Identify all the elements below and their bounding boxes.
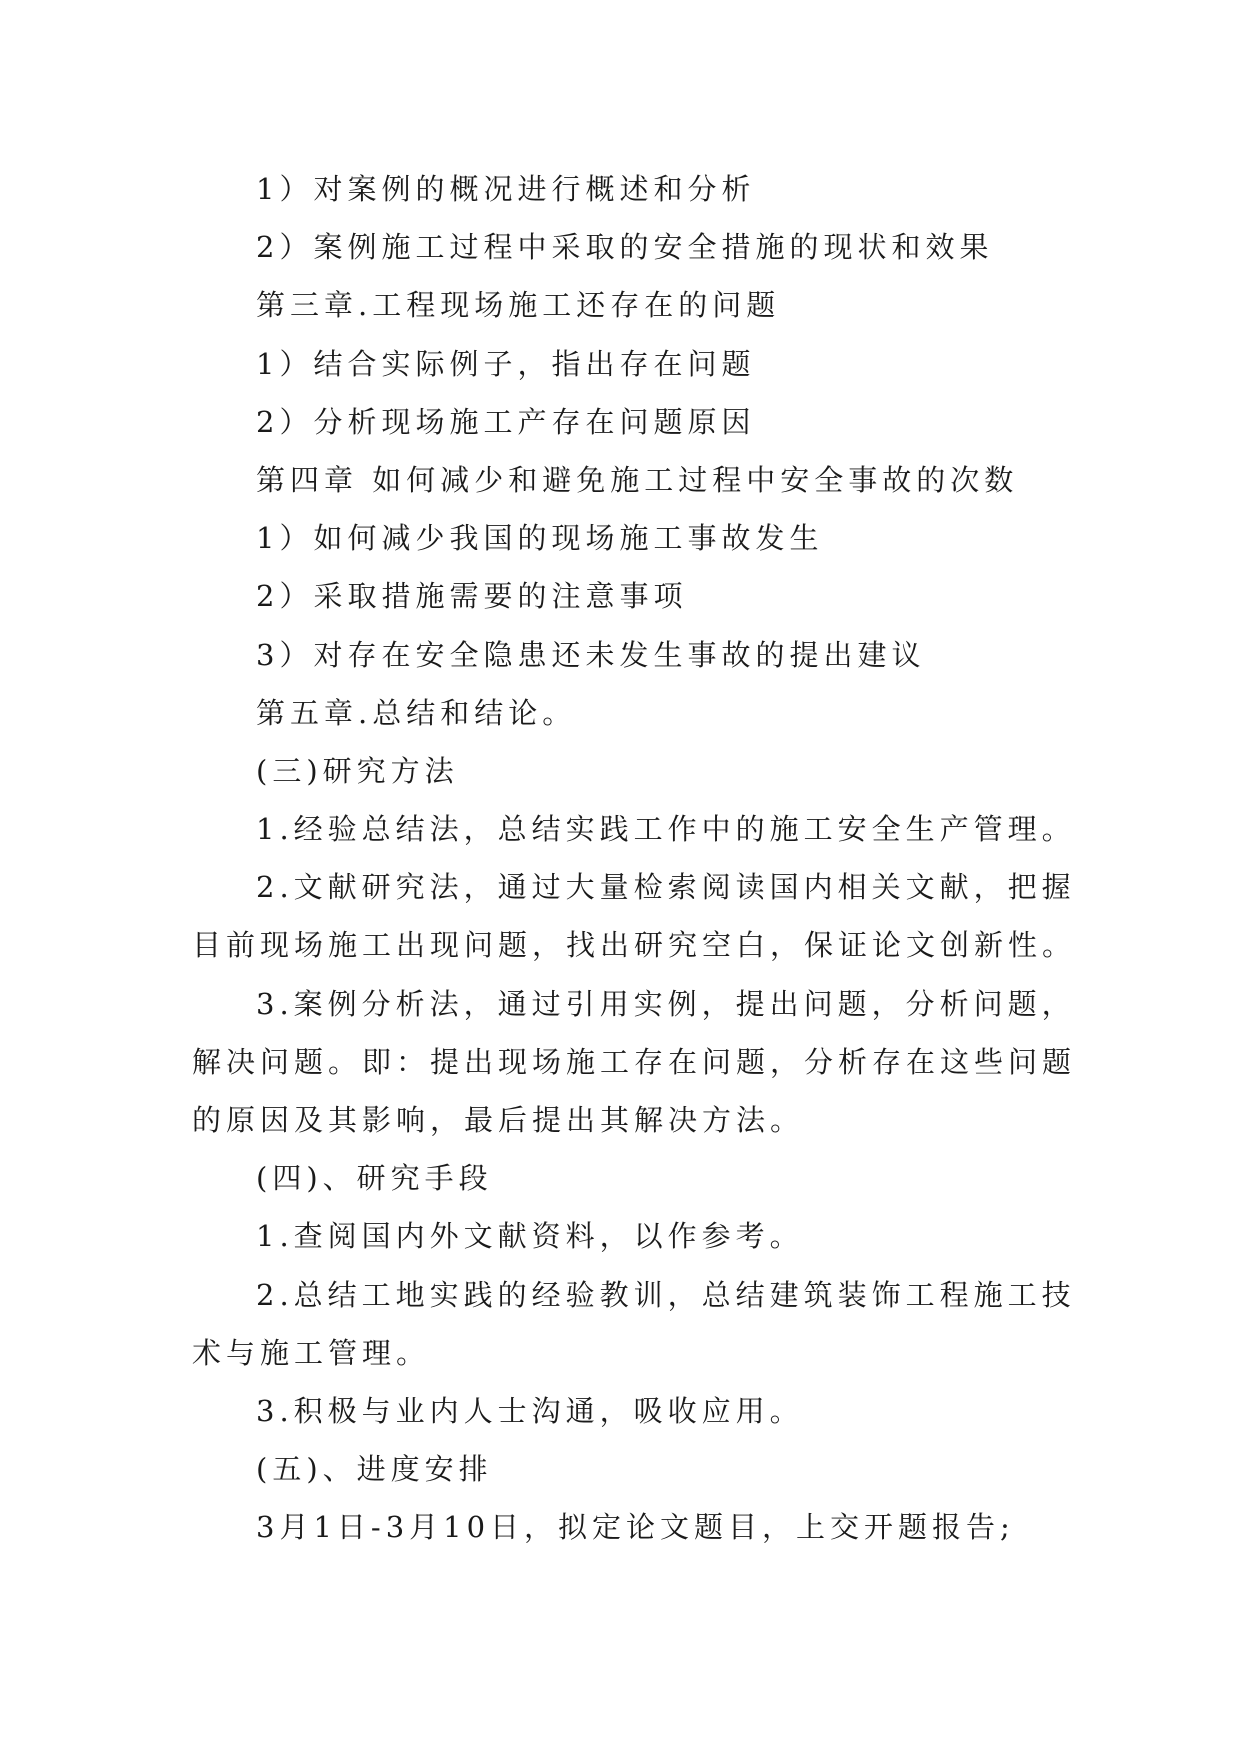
text-line: 3月1日-3月10日，拟定论文题目，上交开题报告; <box>256 1510 1015 1545</box>
text-line: 1）结合实际例子，指出存在问题 <box>256 346 756 381</box>
text-line: 3.积极与业内人士沟通，吸收应用。 <box>256 1393 804 1428</box>
document-body <box>192 160 1077 1557</box>
text-line: 2.总结工地实践的经验教训，总结建筑装饰工程施工技 <box>256 1277 1076 1312</box>
text-line: 1）如何减少我国的现场施工事故发生 <box>256 521 824 556</box>
text-line: 1）对案例的概况进行概述和分析 <box>256 172 756 206</box>
text-line: 的原因及其影响，最后提出其解决方法。 <box>192 1103 805 1137</box>
text-line: 1.查阅国内外文献资料，以作参考。 <box>256 1219 804 1254</box>
text-line: 解决问题。即：提出现场施工存在问题，分析存在这些问题 <box>192 1044 1077 1079</box>
text-line: 2）分析现场施工产存在问题原因 <box>256 404 756 439</box>
text-line: 目前现场施工出现问题，找出研究空白，保证论文创新性。 <box>192 928 1077 963</box>
text-line: 第三章.工程现场施工还存在的问题 <box>256 288 781 323</box>
text-line: 2.文献研究法，通过大量检索阅读国内相关文献，把握 <box>256 870 1076 905</box>
text-line: 第五章.总结和结论。 <box>256 695 577 730</box>
text-line: 3.案例分析法，通过引用实例，提出问题，分析问题， <box>256 986 1076 1021</box>
text-line: 术与施工管理。 <box>192 1335 431 1370</box>
text-line: 1.经验总结法，总结实践工作中的施工安全生产管理。 <box>256 812 1076 847</box>
text-line: 3）对存在安全隐患还未发生事故的提出建议 <box>256 637 926 672</box>
text-line: (三)研究方法 <box>256 753 459 788</box>
text-line: (四)、研究手段 <box>256 1161 493 1196</box>
text-line: 2）案例施工过程中采取的安全措施的现状和效果 <box>256 230 994 265</box>
text-line: (五)、进度安排 <box>256 1452 493 1487</box>
text-line: 第四章 如何减少和避免施工过程中安全事故的次数 <box>256 462 1019 497</box>
text-line: 2）采取措施需要的注意事项 <box>256 579 688 614</box>
